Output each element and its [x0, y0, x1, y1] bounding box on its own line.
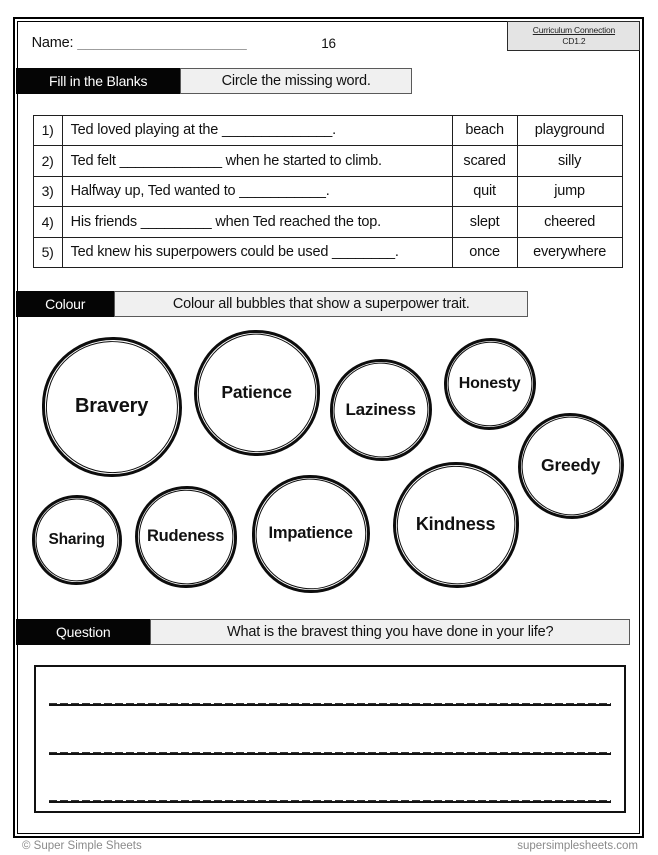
answer-box[interactable]	[34, 665, 626, 813]
section-header-question	[16, 619, 630, 645]
bubble-label: Greedy	[541, 455, 601, 476]
answer-line-3[interactable]	[49, 800, 611, 804]
table-row	[33, 237, 622, 268]
bubble-label: Sharing	[48, 530, 105, 548]
bubble-label: Laziness	[345, 399, 416, 419]
bubble-label: Kindness	[415, 514, 496, 535]
answer-line-1[interactable]	[49, 703, 611, 707]
page-inner-border	[17, 21, 641, 835]
bubble-patience[interactable]	[194, 330, 320, 456]
word-option-2[interactable]: playground	[517, 115, 622, 146]
curriculum-connection-box	[507, 21, 640, 51]
section-label: Colour	[16, 291, 114, 317]
word-option-2[interactable]: cheered	[517, 207, 622, 238]
sentence-cell: Ted felt _____________ when he started to climb.	[62, 146, 452, 177]
section-header-colour	[16, 291, 528, 317]
row-number: 3)	[33, 176, 62, 207]
section-label: Question	[16, 619, 150, 645]
curriculum-title: Curriculum Connection	[532, 24, 616, 35]
bubble-label: Patience	[221, 382, 292, 403]
row-number: 5)	[33, 237, 62, 268]
sentence-cell: Ted knew his superpowers could be used ________.	[62, 237, 452, 268]
bubble-greedy[interactable]	[518, 413, 624, 519]
bubble-label: Rudeness	[146, 527, 225, 546]
word-option-1[interactable]: beach	[452, 115, 517, 146]
bubble-bravery[interactable]	[42, 337, 182, 477]
name-label: Name:	[31, 34, 74, 51]
bubble-label: Honesty	[458, 374, 521, 392]
page-number: 16	[321, 35, 336, 51]
fill-blanks-table	[33, 115, 623, 269]
bubble-rudeness[interactable]	[135, 486, 237, 588]
word-option-1[interactable]: scared	[452, 146, 517, 177]
word-option-1[interactable]: quit	[452, 176, 517, 207]
section-label: Fill in the Blanks	[16, 68, 180, 94]
sentence-cell: Halfway up, Ted wanted to ___________.	[62, 176, 452, 207]
bubble-kindness[interactable]	[393, 462, 519, 588]
bubble-impatience[interactable]	[252, 475, 370, 593]
word-option-2[interactable]: everywhere	[517, 237, 622, 268]
worksheet-page	[13, 17, 644, 838]
sentence-cell: His friends _________ when Ted reached the top.	[62, 207, 452, 238]
table-row	[33, 115, 622, 146]
word-option-2[interactable]: jump	[517, 176, 622, 207]
table-row	[33, 207, 622, 238]
bubble-honesty[interactable]	[444, 338, 536, 430]
section-instruction: What is the bravest thing you have done in your life?	[150, 619, 630, 645]
curriculum-code: CD1.2	[562, 35, 586, 46]
section-instruction: Colour all bubbles that show a superpower trait.	[114, 291, 528, 317]
sentence-cell: Ted loved playing at the ______________.	[62, 115, 452, 146]
table-row	[33, 146, 622, 177]
word-option-1[interactable]: once	[452, 237, 517, 268]
answer-line-2[interactable]	[49, 752, 611, 756]
page-footer	[22, 840, 638, 852]
row-number: 4)	[33, 207, 62, 238]
bubble-label: Impatience	[268, 524, 353, 543]
section-header-fill-in-the-blanks	[16, 68, 412, 94]
word-option-2[interactable]: silly	[517, 146, 622, 177]
bubbles-area	[18, 325, 640, 619]
table-row	[33, 176, 622, 207]
row-number: 2)	[33, 146, 62, 177]
bubble-label: Bravery	[75, 395, 149, 418]
bubble-sharing[interactable]	[32, 495, 122, 585]
row-number: 1)	[33, 115, 62, 146]
website-text: supersimplesheets.com	[517, 840, 638, 852]
copyright-text: © Super Simple Sheets	[22, 840, 142, 852]
section-instruction: Circle the missing word.	[180, 68, 412, 94]
word-option-1[interactable]: slept	[452, 207, 517, 238]
name-write-line[interactable]: _____________________	[77, 34, 247, 51]
bubble-laziness[interactable]	[330, 359, 432, 461]
